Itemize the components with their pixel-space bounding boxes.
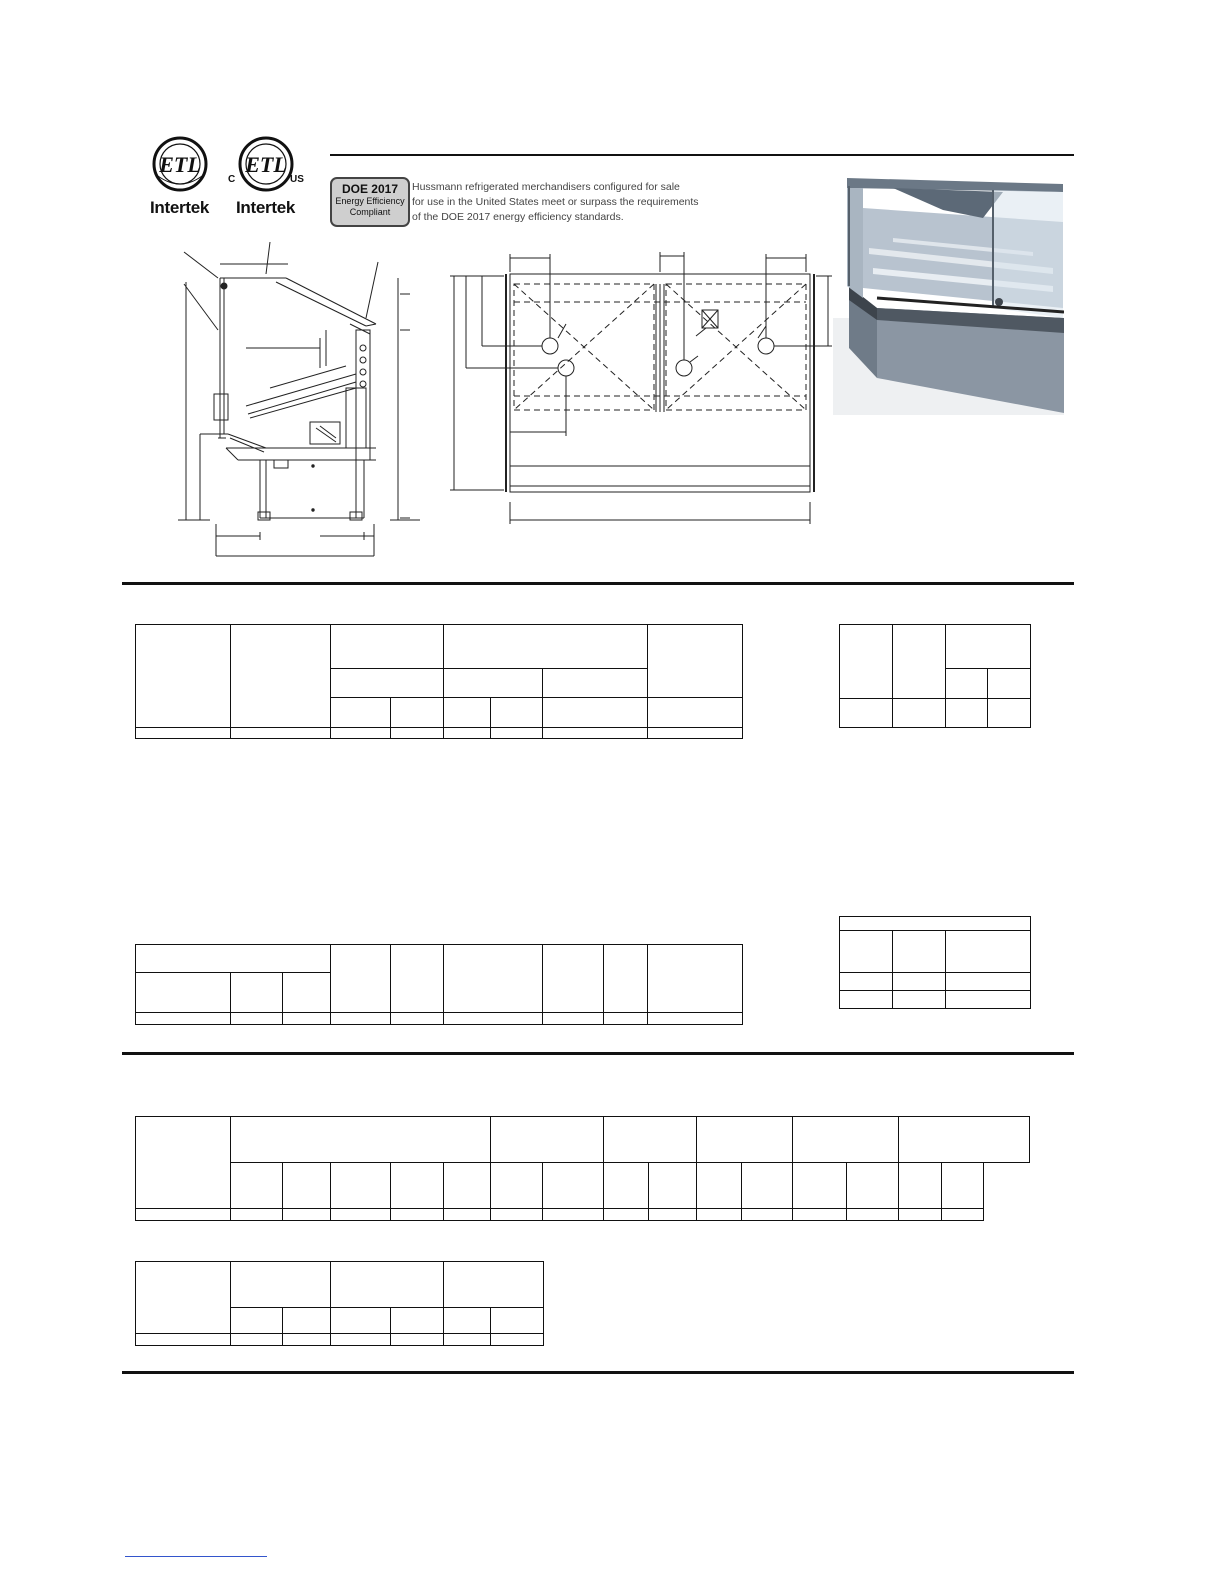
t3-cell: [444, 945, 543, 1013]
t5-row-cell: [543, 1209, 604, 1221]
t4-row-cell: [946, 991, 1031, 1009]
etl-listed-prefix: C: [228, 174, 236, 185]
t6-cell: [491, 1308, 544, 1334]
t5-row-cell: [697, 1209, 742, 1221]
t4-row-cell: [893, 991, 946, 1009]
t1-row-cell: [543, 728, 648, 739]
t5-row-cell: [491, 1209, 543, 1221]
t4-cell: [840, 917, 1031, 931]
t4-row-cell: [893, 973, 946, 991]
t3-row-cell: [136, 1013, 231, 1025]
t6-cell: [391, 1308, 444, 1334]
t3-row-cell: [543, 1013, 604, 1025]
t5-row-cell: [942, 1209, 984, 1221]
t1-row-cell: [331, 728, 391, 739]
t1-row-cell: [491, 728, 543, 739]
t1-cell: [331, 669, 444, 698]
t5-row-cell: [793, 1209, 847, 1221]
t1-cell: [543, 669, 648, 698]
t6-cell: [283, 1308, 331, 1334]
spec-table-2: [839, 624, 1031, 728]
t5-cell: [391, 1163, 444, 1209]
etl-listed-brand: Intertek: [236, 198, 296, 217]
t1-cell: [444, 669, 543, 698]
t5-cell: [847, 1163, 899, 1209]
t2-cell: [946, 669, 988, 699]
t2-cell: [946, 625, 1031, 669]
etl-sanitation-brand: Intertek: [150, 198, 210, 217]
t5-cell: [697, 1163, 742, 1209]
t5-cell: [899, 1163, 942, 1209]
etl-listed-icon: [234, 136, 298, 200]
t3-cell: [136, 945, 331, 973]
t3-cell: [283, 973, 331, 1013]
etl-sanitation-icon: [148, 136, 212, 200]
t5-cell: [231, 1163, 283, 1209]
t6-cell: [444, 1262, 544, 1308]
t6-row-cell: [331, 1334, 391, 1346]
t3-cell: [331, 945, 391, 1013]
t5-cell: [604, 1117, 697, 1163]
footer-link[interactable]: [125, 1556, 267, 1557]
t2-row-cell: [893, 699, 946, 728]
t1-row-cell: [444, 728, 491, 739]
t2-row-cell: [946, 699, 988, 728]
doe-badge-line3: Compliant: [349, 207, 391, 217]
doe-badge-line2: Energy Efficiency: [335, 196, 405, 206]
etl-listed-suffix: US: [290, 174, 304, 185]
display-case-photo: [833, 168, 1064, 415]
t3-row-cell: [391, 1013, 444, 1025]
t5-cell: [136, 1117, 231, 1209]
t4-row-cell: [840, 973, 893, 991]
t1-cell: [444, 625, 648, 669]
t5-row-cell: [136, 1209, 231, 1221]
t4-cell: [893, 931, 946, 973]
t5-row-cell: [331, 1209, 391, 1221]
t4-cell: [946, 931, 1031, 973]
header-rule: [330, 154, 1074, 156]
t1-cell: [231, 625, 331, 728]
svg-text:ETL: ETL: [159, 152, 201, 177]
t1-cell: [391, 698, 444, 728]
t5-cell: [649, 1163, 697, 1209]
plan-view-drawing: [444, 246, 834, 528]
doe-2017-badge: [330, 177, 410, 227]
t3-cell: [231, 973, 283, 1013]
t1-cell: [543, 698, 648, 728]
etl-sanitation-logo: [146, 136, 236, 216]
t1-cell: [136, 625, 231, 728]
t5-cell: [331, 1163, 391, 1209]
t3-cell: [543, 945, 604, 1013]
t6-cell: [331, 1262, 444, 1308]
t6-cell: [231, 1262, 331, 1308]
t5-row-cell: [391, 1209, 444, 1221]
t6-row-cell: [231, 1334, 283, 1346]
t5-cell: [283, 1163, 331, 1209]
svg-text:ETL: ETL: [245, 152, 287, 177]
t6-cell: [331, 1308, 391, 1334]
t1-cell: [648, 698, 743, 728]
spec-table-5: [135, 1116, 1030, 1221]
t1-row-cell: [136, 728, 231, 739]
t4-row-cell: [946, 973, 1031, 991]
spec-table-4: [839, 916, 1031, 1009]
t2-cell: [893, 625, 946, 699]
t5-cell: [942, 1163, 984, 1209]
t6-row-cell: [444, 1334, 491, 1346]
t5-cell: [444, 1163, 491, 1209]
t1-row-cell: [648, 728, 743, 739]
t3-row-cell: [444, 1013, 543, 1025]
t1-row-cell: [231, 728, 331, 739]
etl-listed-logo: [228, 136, 318, 216]
spec-table-1: [135, 624, 743, 739]
t3-cell: [648, 945, 743, 1013]
t1-cell: [331, 625, 444, 669]
t2-cell: [988, 669, 1031, 699]
t5-cell: [899, 1117, 1030, 1163]
t5-row-cell: [847, 1209, 899, 1221]
t5-row-cell: [444, 1209, 491, 1221]
t4-cell: [840, 931, 893, 973]
t5-row-cell: [899, 1209, 942, 1221]
t5-cell: [543, 1163, 604, 1209]
t5-cell: [231, 1117, 491, 1163]
section-rule-2: [122, 1052, 1074, 1055]
doe-statement-line2: for use in the United States meet or surpass the requirements: [412, 196, 699, 208]
spec-table-3: [135, 944, 743, 1025]
t3-row-cell: [604, 1013, 648, 1025]
t6-row-cell: [283, 1334, 331, 1346]
t1-row-cell: [391, 728, 444, 739]
doe-statement: [412, 180, 699, 225]
t1-cell: [648, 625, 743, 698]
t1-cell: [491, 698, 543, 728]
doe-badge-line1: DOE 2017: [341, 182, 399, 196]
t5-cell: [793, 1117, 899, 1163]
t3-cell: [604, 945, 648, 1013]
t6-cell: [136, 1262, 231, 1334]
t3-cell: [391, 945, 444, 1013]
t5-row-cell: [604, 1209, 649, 1221]
t5-row-cell: [649, 1209, 697, 1221]
t4-row-cell: [840, 991, 893, 1009]
t2-row-cell: [840, 699, 893, 728]
t5-row-cell: [231, 1209, 283, 1221]
t5-cell: [604, 1163, 649, 1209]
t2-cell: [840, 625, 893, 699]
t5-cell: [793, 1163, 847, 1209]
t5-cell: [742, 1163, 793, 1209]
side-elevation-drawing: [170, 238, 430, 568]
t2-row-cell: [988, 699, 1031, 728]
spec-table-6: [135, 1261, 544, 1346]
section-rule-1: [122, 582, 1074, 585]
t3-row-cell: [648, 1013, 743, 1025]
t5-cell: [491, 1163, 543, 1209]
t5-cell: [697, 1117, 793, 1163]
section-rule-3: [122, 1371, 1074, 1374]
t6-row-cell: [491, 1334, 544, 1346]
t5-cell: [491, 1117, 604, 1163]
t3-row-cell: [331, 1013, 391, 1025]
t6-cell: [444, 1308, 491, 1334]
t3-row-cell: [231, 1013, 283, 1025]
t6-row-cell: [391, 1334, 444, 1346]
t6-cell: [231, 1308, 283, 1334]
t5-row-cell: [742, 1209, 793, 1221]
t1-cell: [444, 698, 491, 728]
t6-row-cell: [136, 1334, 231, 1346]
t5-row-cell: [283, 1209, 331, 1221]
t1-cell: [331, 698, 391, 728]
doe-statement-line3: of the DOE 2017 energy efficiency standards.: [412, 211, 624, 223]
t3-row-cell: [283, 1013, 331, 1025]
doe-statement-line1: Hussmann refrigerated merchandisers configured for sale: [412, 181, 680, 193]
t3-cell: [136, 973, 231, 1013]
